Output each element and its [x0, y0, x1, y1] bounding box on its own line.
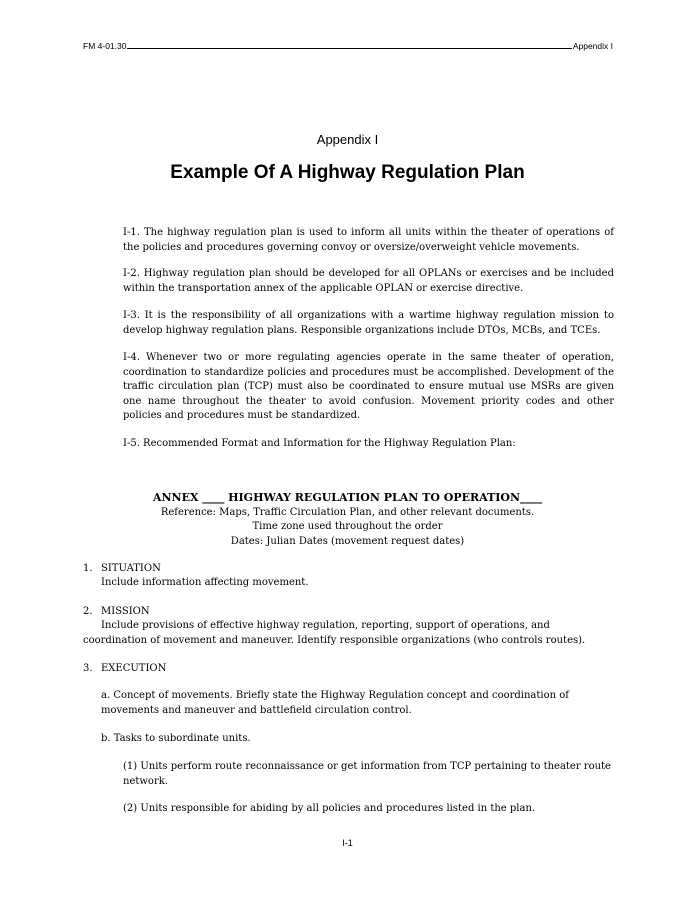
annex-block: [0, 491, 695, 549]
paragraph-i4: I-4. Whenever two or more regulating agencies operate in the same theater of operation, coordination to standardize policies and procedures must be accomplished. Development of the traffic circulation plan (TCP) must also be coordinated to ensure mutual use MSRs are given one name throughout the theater to avoid confusion. Movement priority codes and other policies and procedures must be standardized.: [123, 352, 614, 421]
annex-reference: Reference: Maps, Traffic Circulation Plan, and other relevant documents.: [160, 506, 535, 518]
paragraph-i2: I-2. Highway regulation plan should be developed for all OPLANs or exercises and be included within the transportation annex of the applicable OPLAN or exercise directive.: [123, 268, 614, 294]
paragraph-i3: I-3. It is the responsibility of all organizations with a wartime highway regulation mission to develop highway regulation plans. Responsible organizations include DTOs, MCBs, and TCEs.: [123, 310, 614, 336]
annex-dates: Dates: Julian Dates (movement request dates): [230, 535, 465, 547]
page-number: I-1: [342, 838, 353, 848]
section-number: 1.: [83, 563, 93, 574]
page-title: Example Of A Highway Regulation Plan: [170, 162, 525, 183]
execution-item-a: a. Concept of movements. Briefly state the Highway Regulation concept and coordination of movements and maneuver and battlefield circulation control.: [101, 690, 569, 716]
header-right: Appendix I: [572, 41, 613, 51]
annex-timezone: Time zone used throughout the order: [252, 521, 443, 532]
section-number: 3.: [83, 663, 93, 674]
annex-title: ANNEX ____ HIGHWAY REGULATION PLAN TO OPERATION____: [152, 491, 543, 504]
situation-text: Include information affecting movement.: [101, 577, 309, 588]
section-heading: SITUATION: [101, 563, 161, 574]
section-heading: MISSION: [101, 606, 150, 617]
section-number: 2.: [83, 606, 93, 617]
header-left: FM 4-01.30: [83, 41, 127, 51]
execution-item-b2: (2) Units responsible for abiding by all policies and procedures listed in the plan.: [123, 803, 536, 814]
section-heading: EXECUTION: [101, 663, 167, 674]
paragraph-i5: I-5. Recommended Format and Information for the Highway Regulation Plan:: [123, 438, 516, 449]
paragraph-i1: I-1. The highway regulation plan is used to inform all units within the theater of operations of the policies and procedures governing convoy or oversize/overweight vehicle movements.: [123, 227, 614, 253]
appendix-label: Appendix I: [316, 132, 379, 147]
header-rule: [127, 48, 571, 49]
execution-item-b: b. Tasks to subordinate units.: [101, 733, 251, 744]
mission-text: Include provisions of effective highway regulation, reporting, support of operations, and coordination of movement and maneuver. Identify responsible organizations (who controls routes).: [83, 620, 586, 646]
execution-item-b1: (1) Units perform route reconnaissance or get information from TCP pertaining to theater route network.: [123, 761, 611, 787]
page-header: [83, 41, 613, 51]
